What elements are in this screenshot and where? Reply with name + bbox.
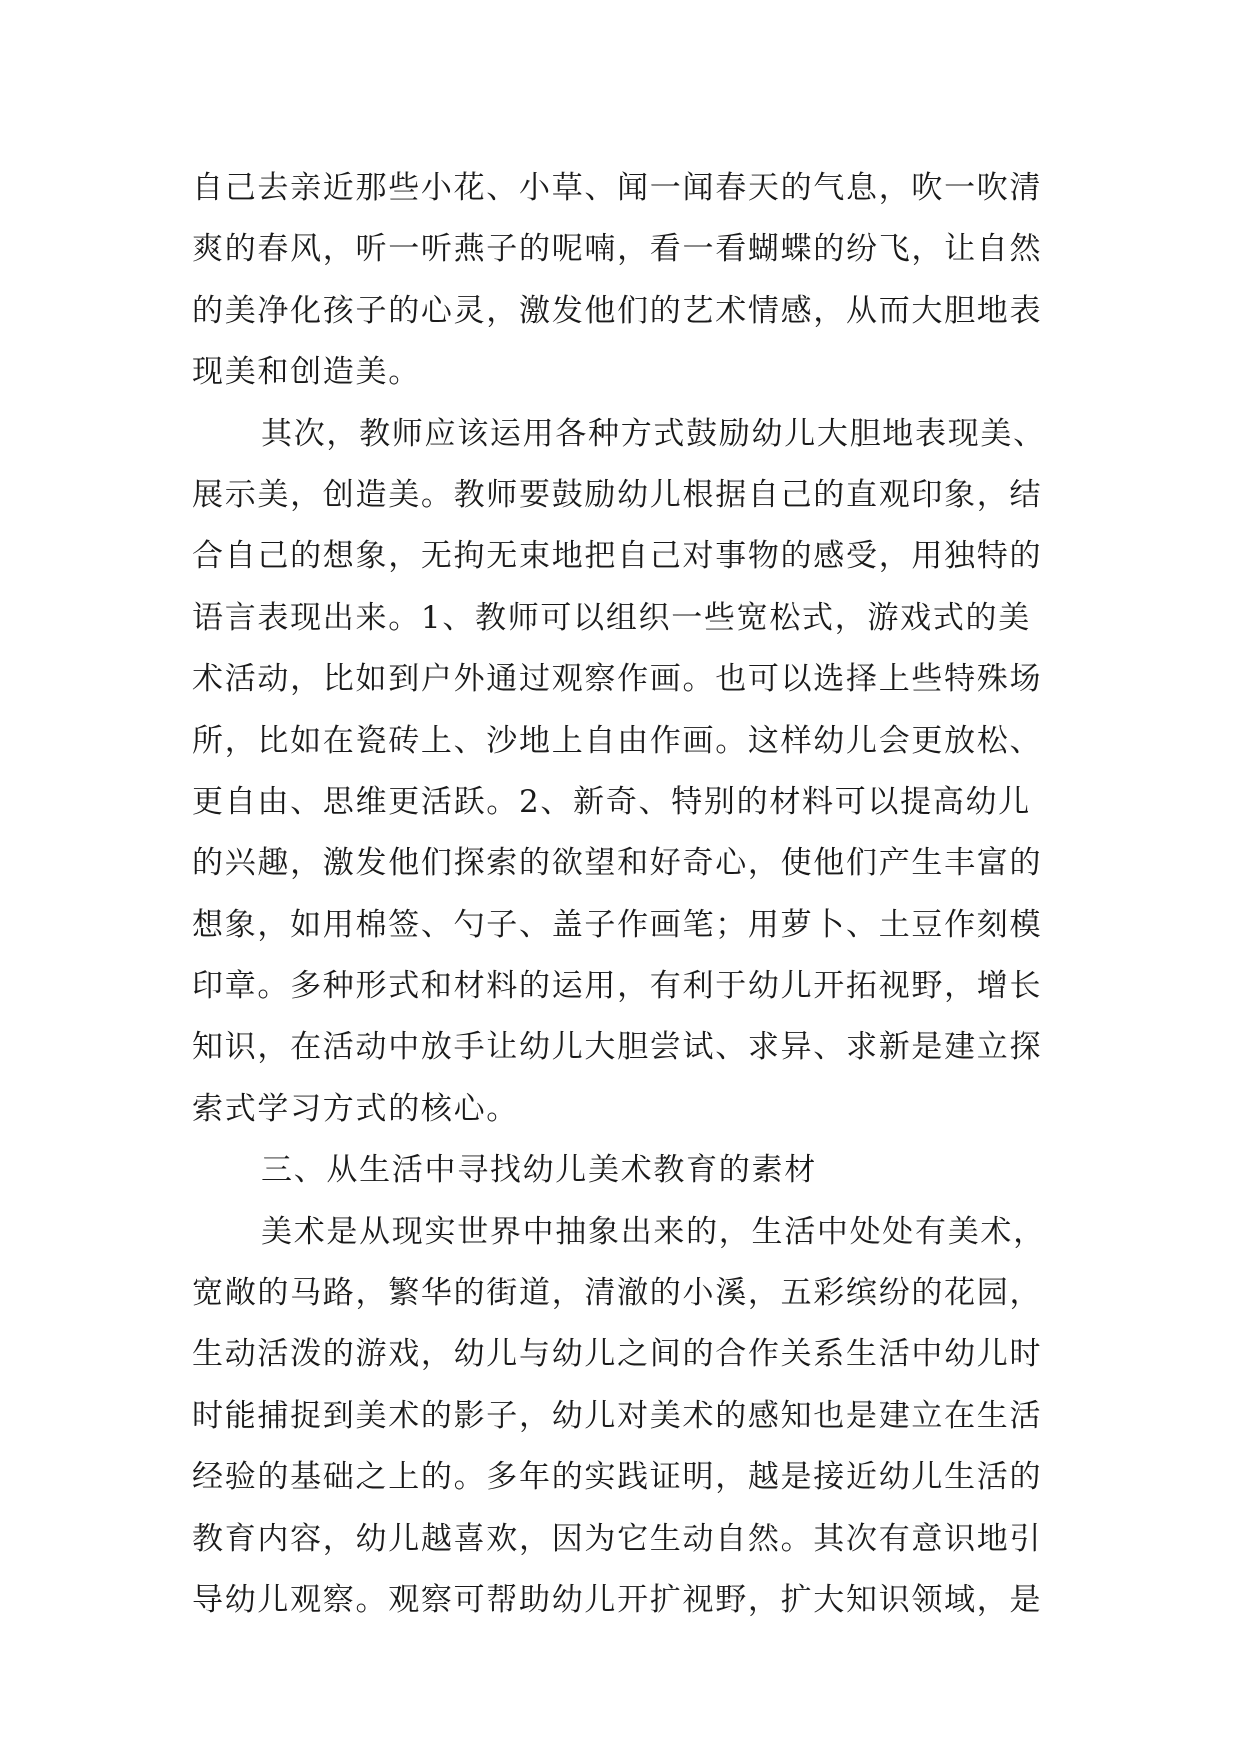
- text-line: 三、从生活中寻找幼儿美术教育的素材: [261, 1152, 817, 1189]
- text-line: 美术是从现实世界中抽象出来的，生活中处处有美术，: [261, 1213, 1046, 1250]
- text-line: 所，比如在瓷砖上、沙地上自由作画。这样幼儿会更放松、: [192, 722, 1043, 759]
- text-line: 的美净化孩子的心灵，激发他们的艺术情感，从而大胆地表: [192, 292, 1043, 329]
- text-line: 自己去亲近那些小花、小草、闻一闻春天的气息，吹一吹清: [192, 170, 1043, 206]
- text-line: 更自由、思维更活跃。2、新奇、特别的材料可以提高幼儿: [192, 783, 1031, 820]
- text-line: 印章。多种形式和材料的运用，有利于幼儿开拓视野，增长: [192, 968, 1043, 1005]
- text-line: 术活动，比如到户外通过观察作画。也可以选择上些特殊场: [192, 661, 1043, 698]
- text-line: 其次，教师应该运用各种方式鼓励幼儿大胆地表现美、: [261, 415, 1046, 452]
- text-line: 的兴趣，激发他们探索的欲望和好奇心，使他们产生丰富的: [192, 845, 1043, 882]
- text-line: 知识，在活动中放手让幼儿大胆尝试、求异、求新是建立探: [192, 1029, 1043, 1066]
- text-line: 宽敞的马路，繁华的街道，清澈的小溪，五彩缤纷的花园，: [192, 1275, 1043, 1312]
- text-line: 时能捕捉到美术的影子，幼儿对美术的感知也是建立在生活: [192, 1397, 1043, 1434]
- text-line: 教育内容，幼儿越喜欢，因为它生动自然。其次有意识地引: [192, 1520, 1043, 1557]
- text-line: 展示美，创造美。教师要鼓励幼儿根据自己的直观印象，结: [192, 476, 1043, 513]
- text-line: 经验的基础之上的。多年的实践证明，越是接近幼儿生活的: [192, 1459, 1043, 1496]
- text-line: 想象，如用棉签、勺子、盖子作画笔；用萝卜、土豆作刻模: [192, 906, 1043, 943]
- text-line: 索式学习方式的核心。: [192, 1090, 519, 1127]
- text-line: 爽的春风，听一听燕子的呢喃，看一看蝴蝶的纷飞，让自然: [192, 231, 1043, 268]
- text-line: 导幼儿观察。观察可帮助幼儿开扩视野，扩大知识领域，是: [192, 1581, 1043, 1618]
- body-text: [192, 158, 1052, 1631]
- text-line: 生动活泼的游戏，幼儿与幼儿之间的合作关系生活中幼儿时: [192, 1336, 1043, 1373]
- text-line: 合自己的想象，无拘无束地把自己对事物的感受，用独特的: [192, 538, 1043, 575]
- text-line: 现美和创造美。: [192, 354, 421, 391]
- text-line: 语言表现出来。1、教师可以组织一些宽松式，游戏式的美: [192, 599, 1031, 636]
